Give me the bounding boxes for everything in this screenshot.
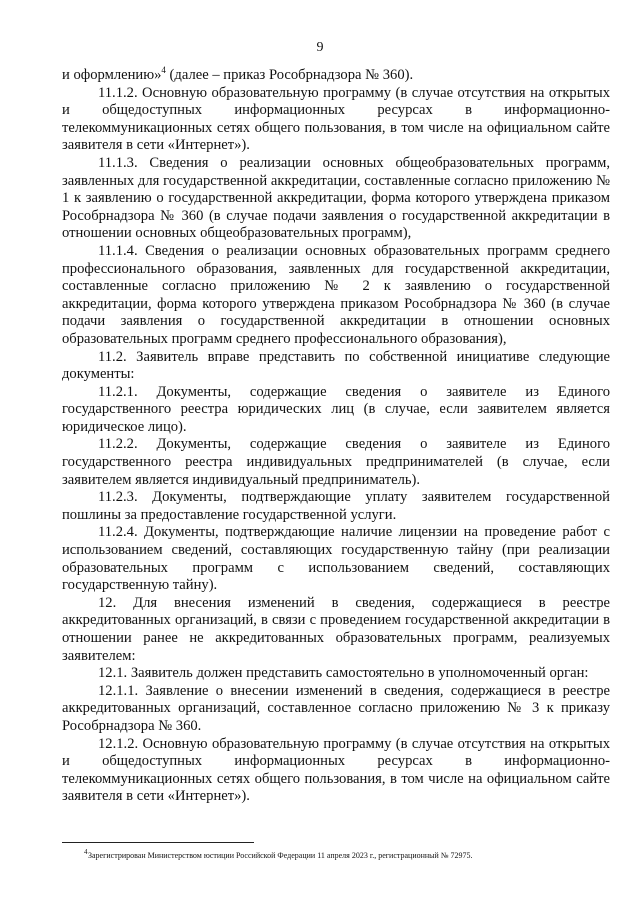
footnote-text: Зарегистрирован Министерством юстиции Российской Федерации 11 апреля 2023 г., регистрационный № 72975. bbox=[88, 851, 473, 860]
paragraph: и оформлению»$^4$ (далее – приказ Рособрнадзора № 360). bbox=[62, 65, 414, 83]
footnote-mark: 4 bbox=[84, 848, 88, 856]
paragraph: 11.2.2. Документы, содержащие сведения о заявителе из Единого государственного реестра индивидуальных предпринимателей (в случае, если заявителем является индивидуальный предприниматель). bbox=[62, 436, 610, 488]
paragraph: 12.1. Заявитель должен представить самостоятельно в уполномоченный орган: bbox=[98, 665, 589, 682]
paragraph: 11.1.3. Сведения о реализации основных общеобразовательных программ, заявленных для государственной аккредитации, составленные согласно приложению № 1 к заявлению о государственной аккредитации, форма которого утверждена приказом Рособрнадзора № 360 (в случае подачи заявления о государственной аккредитации в отношении основных общеобразовательных программ), bbox=[62, 154, 610, 242]
paragraph: 11.2.4. Документы, подтверждающие наличие лицензии на проведение работ с использованием сведений, составляющих государственную тайну (при реализации образовательных программ с использованием сведений, составляющих государственную тайну). bbox=[62, 524, 610, 594]
paragraph: 11.2.3. Документы, подтверждающие уплату заявителем государственной пошлины за предоставление государственной услуги. bbox=[62, 489, 610, 523]
paragraph: 12.1.2. Основную образовательную программу (в случае отсутствия на открытых и общедоступных информационных ресурсах в информационно-телекоммуникационных сетях общего пользования, в том числе на официальном сайте заявителя в сети «Интернет»). bbox=[62, 735, 610, 805]
page-number: 9 bbox=[316, 40, 324, 55]
paragraph: 11.2.1. Документы, содержащие сведения о заявителе из Единого государственного реестра юридических лиц (в случае, если заявителем является юридическое лицо). bbox=[62, 383, 610, 435]
paragraph: 11.2. Заявитель вправе представить по собственной инициативе следующие документы: bbox=[62, 348, 610, 383]
footnote-divider bbox=[62, 842, 254, 843]
paragraph: 11.1.4. Сведения о реализации основных образовательных программ среднего профессионального образования, заявленных для государственной аккредитации, составленные согласно приложению № 2 к заявлению о государственной аккредитации, форма которого утверждена приказом Рособрнадзора № 360 (в случае подачи заявления о государственной аккредитации в отношении основных образовательных программ среднего профессионального образования), bbox=[62, 242, 610, 347]
paragraph: 11.1.2. Основную образовательную программу (в случае отсутствия на открытых и общедоступных информационных ресурсах в информационно-телекоммуникационных сетях общего пользования, в том числе на официальном сайте заявителя в сети «Интернет»). bbox=[62, 84, 610, 154]
body-text bbox=[62, 67, 610, 806]
footnote-ref: 4 bbox=[161, 65, 166, 76]
paragraph: 12.1.1. Заявление о внесении изменений в сведения, содержащиеся в реестре аккредитованных организаций, составленное согласно приложению № 3 к приказу Рособрнадзора № 360. bbox=[62, 682, 610, 734]
paragraph: 12. Для внесения изменений в сведения, содержащиеся в реестре аккредитованных организаций, в связи с проведением государственной аккредитации в отношении ранее не аккредитованных образовательных программ, реализуемых заявителем: bbox=[62, 594, 610, 664]
